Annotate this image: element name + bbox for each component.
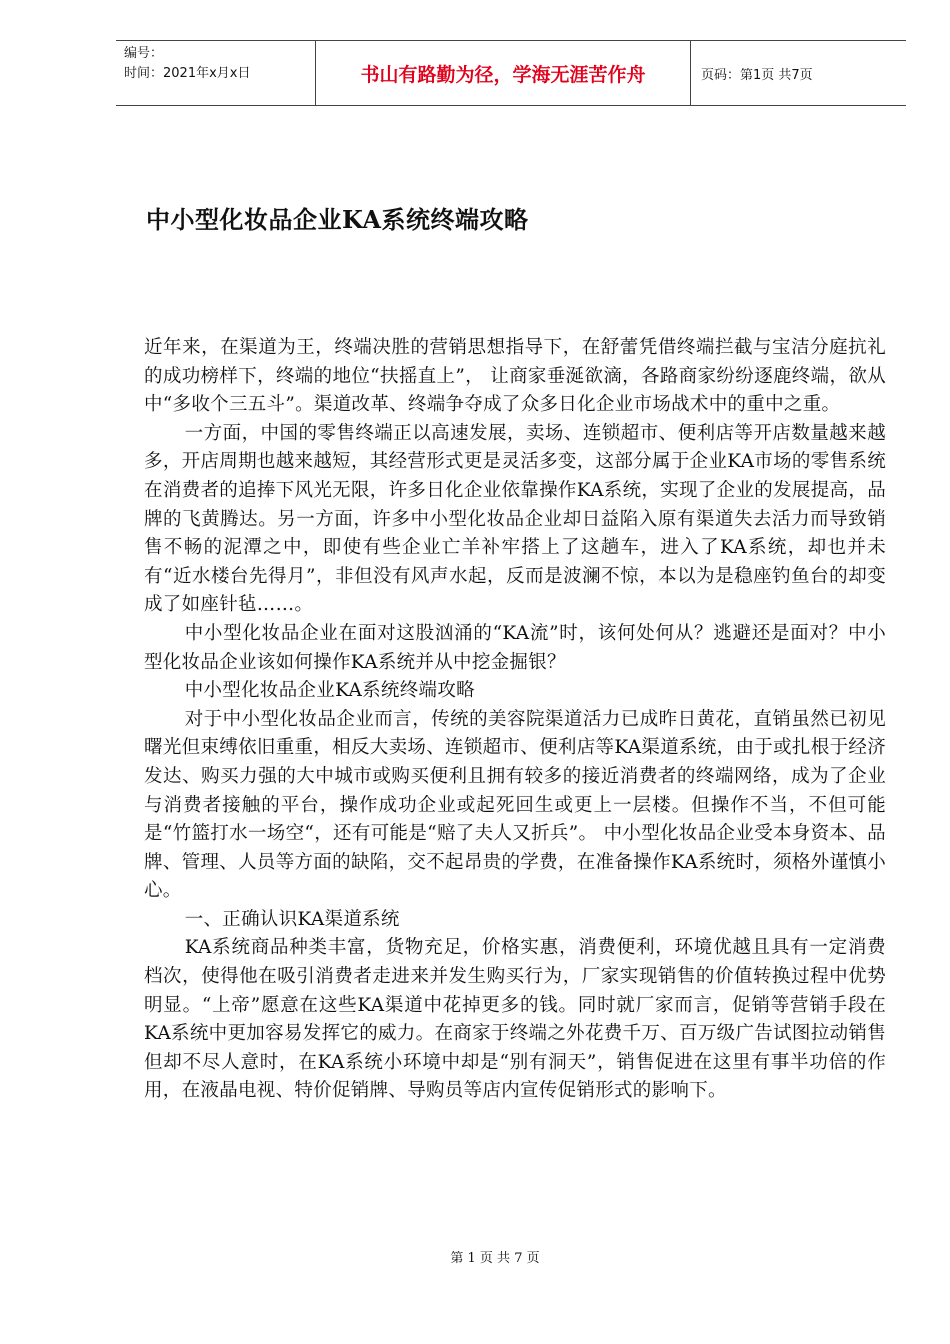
section-heading: 中小型化妆品企业KA系统终端攻略: [184, 680, 475, 702]
paragraph: 中小型化妆品企业在面对这股汹涌的“KA流”时，该何处何从？逃避还是面对？中小型化妆品企业该如何操作KA系统并从中挖金掘银？: [144, 622, 886, 673]
document-time: 时间：2021年x月x日: [124, 66, 251, 81]
header-motto: 书山有路勤为径，学海无涯苦作舟: [316, 41, 691, 105]
document-number-label: 编号：: [124, 46, 164, 61]
paragraph-intro: 近年来，在渠道为王，终端决胜的营销思想指导下，在舒蕾凭借终端拦截与宝洁分庭抗礼的成功榜样下，终端的地位“扶摇直上”， 让商家垂涎欲滴，各路商家纷纷逐鹿终端，欲从中“多收个三五斗”。渠道改革、终端争夺成了众多日化企业市场战术中的重中之重。: [144, 337, 886, 416]
document-title: 中小型化妆品企业KA系统终端攻略: [146, 205, 529, 234]
paragraph: 对于中小型化妆品企业而言，传统的美容院渠道活力已成昨日黄花，直销虽然已初见曙光但束缚依旧重重，相反大卖场、连锁超市、便利店等KA渠道系统，由于或扎根于经济发达、购买力强的大中城市或购买便利且拥有较多的接近消费者的终端网络，成为了企业与消费者接触的平台，操作成功企业或起死回生或更上一层楼。但操作不当，不但可能是“竹篮打水一场空“，还有可能是“赔了夫人又折兵”。 中小型化妆品企业受本身资本、品牌、管理、人员等方面的缺陷，交不起昂贵的学费，在准备操作KA系统时，须格外谨慎小心。: [144, 708, 886, 902]
document-body: [144, 334, 886, 1106]
header-page-code: 页码：第1页 共7页: [701, 67, 813, 83]
page-footer: 第 1 页 共 7 页: [450, 1251, 540, 1266]
paragraph: KA系统商品种类丰富，货物充足，价格实惠，消费便利，环境优越且具有一定消费档次，使得他在吸引消费者走进来并发生购买行为，厂家实现销售的价值转换过程中优势明显。“上帝”愿意在这些KA渠道中花掉更多的钱。同时就厂家而言，促销等营销手段在KA系统中更加容易发挥它的威力。在商家于终端之外花费千万、百万级广告试图拉动销售但却不尽人意时，在KA系统小环境中却是“别有洞天”，销售促进在这里有事半功倍的作用，在液晶电视、特价促销牌、导购员等店内宣传促销形式的影响下。: [144, 937, 886, 1102]
header-meta: [116, 41, 316, 105]
section-heading: 一、正确认识KA渠道系统: [184, 908, 400, 930]
paragraph: 一方面，中国的零售终端正以高速发展，卖场、连锁超市、便利店等开店数量越来越多，开店周期也越来越短，其经营形式更是灵活多变，这部分属于企业KA市场的零售系统在消费者的追捧下风光无限，许多日化企业依靠操作KA系统，实现了企业的发展提高，品牌的飞黄腾达。另一方面，许多中小型化妆品企业却日益陷入原有渠道失去活力而导致销售不畅的泥潭之中，即使有些企业亡羊补牢搭上了这趟车，进入了KA系统，却也并未有“近水楼台先得月”，非但没有风声水起，反而是波澜不惊，本以为是稳座钓鱼台的却变成了如座针毡……。: [144, 422, 886, 616]
page-header: [116, 40, 906, 106]
